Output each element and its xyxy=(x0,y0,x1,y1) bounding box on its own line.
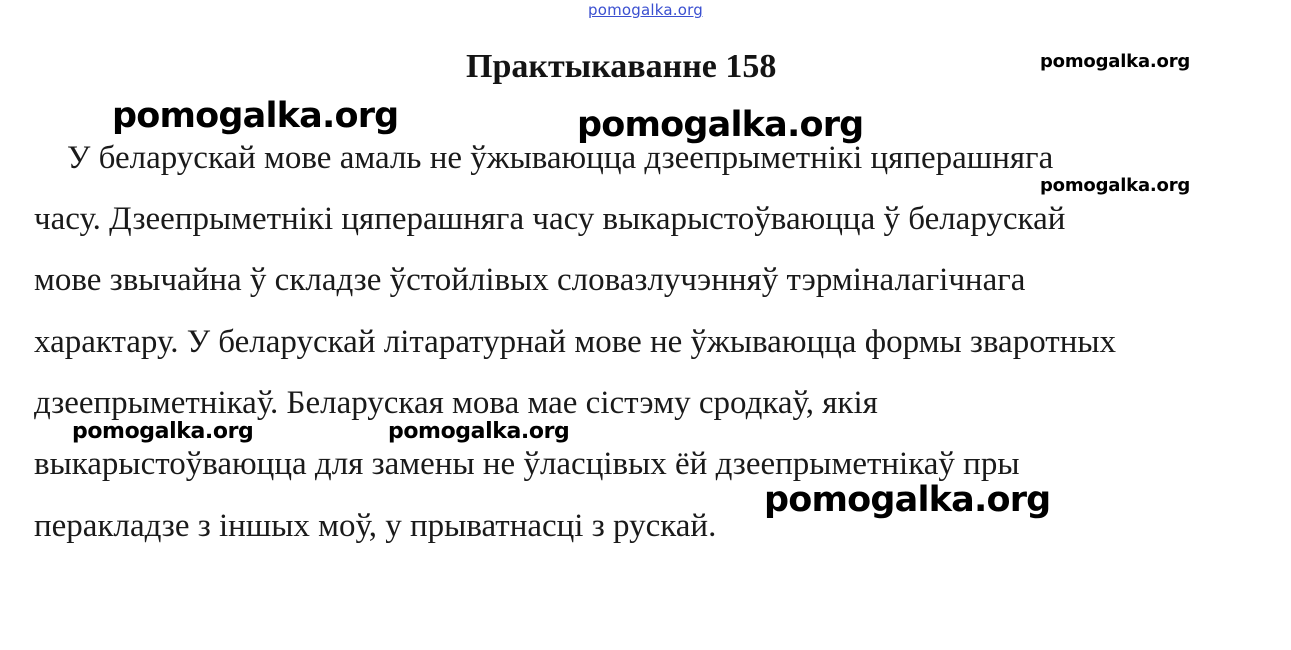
paragraph-line-6: выкарыстоўваюцца для замены не ўласцівых ёй дзеепрыметнікаў пры xyxy=(34,446,1020,482)
paragraph-line-4: характару. У беларускай літаратурнай мове не ўжываюцца формы зваротных xyxy=(34,324,1117,360)
paragraph-line-3: мове звычайна ў складзе ўстойлівых словазлучэнняў тэрміналагічнага xyxy=(34,262,1026,298)
watermark-text: pomogalka.org xyxy=(388,419,570,444)
watermark-text: pomogalka.org xyxy=(577,105,864,145)
watermark-text: pomogalka.org xyxy=(112,96,399,136)
watermark-text: pomogalka.org xyxy=(1040,175,1191,196)
watermark-text: pomogalka.org xyxy=(764,480,1051,520)
watermark-text: pomogalka.org xyxy=(72,419,254,444)
exercise-title: Практыкаванне 158 xyxy=(466,48,777,85)
paragraph-line-5: дзеепрыметнікаў. Беларуская мова мае сістэму сродкаў, якія xyxy=(34,385,878,421)
paragraph-line-1: У беларускай мове амаль не ўжываюцца дзеепрыметнікі цяперашняга xyxy=(34,140,1054,176)
paragraph-line-7: перакладзе з іншых моў, у прыватнасці з рускай. xyxy=(34,508,717,544)
watermark-text: pomogalka.org xyxy=(1040,51,1191,72)
paragraph-line-2: часу. Дзеепрыметнікі цяперашняга часу выкарыстоўваюцца ў беларускай xyxy=(34,201,1066,237)
header-source-link[interactable]: pomogalka.org xyxy=(588,1,703,19)
